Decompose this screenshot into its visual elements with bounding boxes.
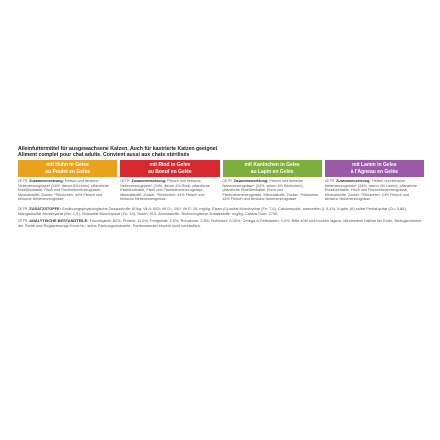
composition-label: Zusammensetzung: [335,179,371,183]
analytics-label: ANALYTISCHE BESTANDTEILE: [29,218,89,224]
variant-badge [223,160,322,177]
variant-chicken [18,160,117,202]
variant-columns [18,160,424,202]
variant-title-fr: au Lapin en Gelée [250,168,294,175]
variant-badge [120,160,219,177]
variant-title-fr: au Poulet en Gelée [45,168,90,175]
language-flag-icon: DE FR [222,179,232,183]
composition-label: Zusammensetzung: [233,179,269,183]
intro-line-fr: Aliment complet pour chat adulte. Convient aussi aux chats stérilisés [18,152,190,158]
composition-body: Fleisch und tierische Nebenerzeugnisse* (34%, davon 4% Lamm), pflanzliche Eiweißextrakte, Fisch und Fischnebenerzeugnisse, Mineralstoffe, Zucker. *Stückchen: 44% Fleisch und tierische Nebenerzeugnisse [324,179,417,202]
variant-title-de: mit Kaninchen in Gelee [244,161,300,168]
variant-lamb [325,160,424,202]
variant-title-de: mit Rind in Gelee [149,161,191,168]
variant-title-fr: au Boeuf en Gelée [148,168,192,175]
variant-title-de: mit Huhn in Gelee [46,161,89,168]
intro-line-de: Alleinfuttermittel für ausgewachsene Katzen. Auch für kastrierte Katzen geeignet [18,146,218,152]
language-flag-icon: DE FR [120,179,130,183]
product-label [18,146,424,229]
variant-title-de: mit Lamm in Gelee [352,161,397,168]
composition-text [120,179,219,202]
additives-body: Ernährungsphysiologische Zusatzstoffe: IE/kg: Vit A: 655; Vit D₃: 100; Vit E: 15; mg/kg: Eisen-(II)-sulfat Monohydrat (Fe: 7,6), Calciumjodat, wasserfrei (I: 0,19), Kupfer-(II)-sulfat Pentahydrat (Cu: 0,66), Mangansulfat Monohydrat (Mn: 1,5), Zinksulfat Monohydrat (Zn: 13), Taurin: 413. Aromastoffe. Technologische Zusatzstoffe: mg/kg: Cassia Gum: 2700. [18,205,407,216]
variant-rabbit [223,160,322,202]
analytics-body: Feuchtigkeit: 82%, Protein: 11,5%, Fettgehalt: 2,5%, Rohasche: 2,5%, Rohfaser: 0,05%, Omega-6-Fettsäuren: 0,4%. Bitte kühl und trocken lagern. Mindestens haltbar bis Ende, Bezugsnummer der Partie und Registrierungs-Kenn-Nr.: siehe Packungsrückseite. Portionsbeutel einzeln nicht verkäuflich. [18,218,422,229]
variant-title-fr: à l'Agneau en Gelée [350,168,399,175]
composition-body: Fleisch und tierische Nebenerzeugnisse* (34%, davon 8% Huhn), pflanzliche Eiweißextrakte, Fisch und Fischnebenerzeugnisse, Mineralstoffe, Zucker. *Stückchen: 44% Fleisch und tierische Nebenerzeugnisse [18,179,109,202]
composition-label: Zusammensetzung: [131,179,167,183]
variant-beef [120,160,219,202]
additives-section [18,207,424,216]
composition-text [325,179,424,202]
analytics-section [18,219,424,228]
language-flag-icon: DE FR [18,206,28,211]
intro-text [18,146,424,158]
composition-body: Fleisch und tierische Nebenerzeugnisse* (34%, davon 4% Kaninchen), pflanzliche Eiweißextrakte, Fisch und Fischnebenerzeugnisse, Mineralstoffe, Zucker. *Stückchen: 44% Fleisch und tierische Nebenerzeugnisse [222,179,320,202]
variant-badge [325,160,424,177]
additives-label: ZUSATZSTOFFE: [29,205,61,211]
language-flag-icon: DE FR [18,179,28,183]
composition-body: Fleisch und tierische Nebenerzeugnisse* (34%, davon 4% Rind), pflanzliche Eiweißextrakte, Fisch und Fischnebenerzeugnisse, Mineralstoffe, Zucker. *Stückchen: 44% Fleisch und tierische Nebenerzeugnisse [120,179,210,202]
language-flag-icon: DE FR [324,179,334,183]
composition-text [223,179,322,202]
variant-badge [18,160,117,177]
language-flag-icon: DE FR [18,219,28,224]
composition-label: Zusammensetzung: [29,179,64,183]
composition-text [18,179,117,202]
